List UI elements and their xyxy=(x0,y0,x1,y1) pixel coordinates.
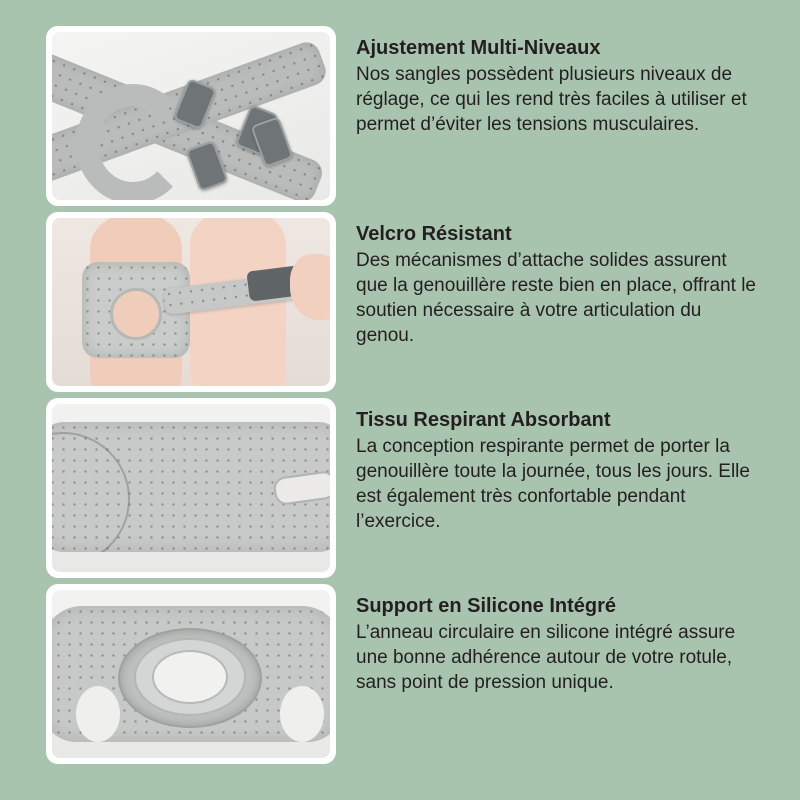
feature-title: Tissu Respirant Absorbant xyxy=(356,409,611,431)
feature-title: Velcro Résistant xyxy=(356,223,512,245)
feature-body: L’anneau circulaire en silicone intégré assure une bonne adhérence autour de votre rotule, sans point de pression unique. xyxy=(356,622,736,694)
feature-text xyxy=(356,212,758,348)
patella-opening xyxy=(152,650,228,704)
silicone-ring-illustration xyxy=(52,590,330,758)
strap-curve xyxy=(76,84,190,200)
feature-image-card xyxy=(46,212,336,392)
feature-title: Support en Silicone Intégré xyxy=(356,595,617,617)
feature-title: Ajustement Multi-Niveaux xyxy=(356,37,601,59)
feature-text xyxy=(356,398,758,534)
feature-image-card xyxy=(46,26,336,206)
feature-row xyxy=(46,584,758,764)
feature-row xyxy=(46,26,758,206)
breathable-fabric-illustration xyxy=(52,404,330,572)
strap-adjustment-illustration xyxy=(52,32,330,200)
feature-body: Nos sangles possèdent plusieurs niveaux de réglage, ce qui les rend très faciles à utiliser et permet d’éviter les tensions musculaires. xyxy=(356,64,747,136)
velcro-on-leg-illustration xyxy=(52,218,330,386)
feature-body: Des mécanismes d’attache solides assurent que la genouillère reste bien en place, offrant le soutien nécessaire à votre articulation du genou. xyxy=(356,250,756,347)
feature-text xyxy=(356,584,758,695)
feature-text xyxy=(356,26,758,137)
feature-image-card xyxy=(46,398,336,578)
feature-row xyxy=(46,398,758,578)
hand xyxy=(290,254,330,320)
feature-image-card xyxy=(46,584,336,764)
brace-notch-right xyxy=(280,686,324,742)
brace-fabric-panel xyxy=(52,422,330,552)
feature-list xyxy=(46,26,758,764)
patella-opening xyxy=(110,288,162,340)
feature-row xyxy=(46,212,758,392)
feature-body: La conception respirante permet de porter la genouillère toute la journée, tous les jours. Elle est également très confortable pendant l’exercice. xyxy=(356,436,750,533)
brace-notch-left xyxy=(76,686,120,742)
